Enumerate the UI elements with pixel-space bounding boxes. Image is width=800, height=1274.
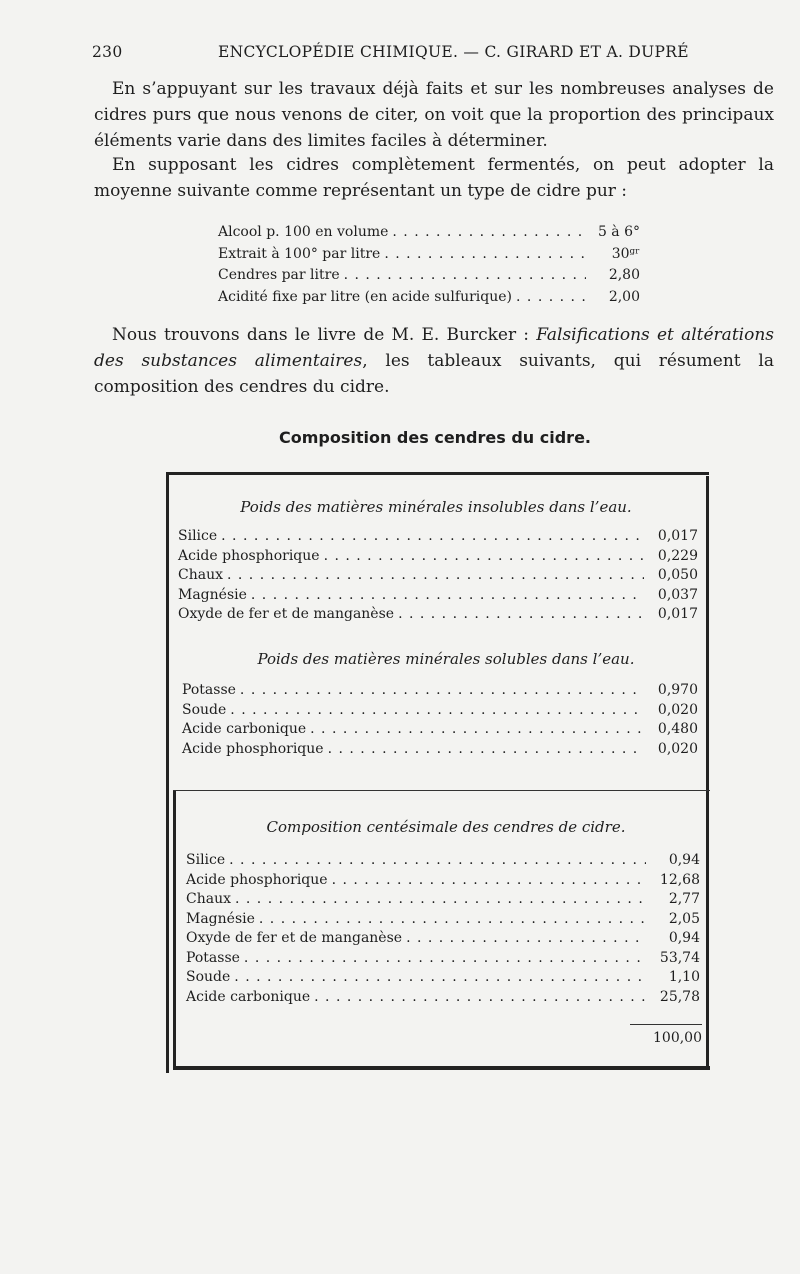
row-label: Potasse bbox=[186, 949, 240, 966]
row-label: Magnésie bbox=[178, 586, 247, 603]
row-label: Extrait à 100° par litre bbox=[218, 245, 381, 262]
row-label: Acide carbonique bbox=[182, 721, 307, 737]
leader-dots bbox=[234, 969, 646, 985]
sum-line bbox=[630, 1024, 702, 1025]
table-row bbox=[178, 587, 698, 607]
table-row bbox=[186, 911, 700, 931]
row-value: 2,00 bbox=[608, 288, 640, 305]
soluble-title: Poids des matières minérales solubles dans l’eau. bbox=[257, 650, 635, 668]
row-value: 0,050 bbox=[657, 567, 698, 583]
leader-dots bbox=[332, 872, 646, 888]
running-title: ENCYCLOPÉDIE CHIMIQUE. — C. GIRARD ET A. DUPRÉ bbox=[218, 43, 689, 61]
row-label: Cendres par litre bbox=[218, 267, 340, 283]
row-value: 0,020 bbox=[657, 740, 698, 757]
row-label: Chaux bbox=[178, 567, 223, 583]
row-label: Acide carbonique bbox=[186, 988, 311, 1005]
table-row bbox=[186, 989, 700, 1009]
row-value: 0,94 bbox=[668, 852, 700, 868]
paragraph-3-pre: Nous trouvons dans le livre de M. E. Burcker : bbox=[112, 325, 537, 345]
row-label: Potasse bbox=[182, 682, 236, 698]
leader-dots bbox=[344, 267, 586, 283]
row-value: 25,78 bbox=[659, 988, 700, 1005]
table-row bbox=[178, 528, 698, 548]
row-label: Acide phosphorique bbox=[186, 871, 328, 888]
leader-dots bbox=[221, 528, 644, 544]
table-row bbox=[186, 872, 700, 892]
table-row bbox=[186, 930, 700, 950]
row-value: 53,74 bbox=[659, 949, 700, 966]
row-label: Silice bbox=[186, 852, 226, 868]
leader-dots bbox=[328, 741, 644, 757]
row-label: Soude bbox=[186, 969, 231, 985]
leader-dots bbox=[406, 930, 646, 946]
table-row bbox=[218, 246, 640, 268]
table-row bbox=[182, 682, 698, 702]
insoluble-title: Poids des matières minérales insolubles dans l’eau. bbox=[240, 498, 632, 516]
row-value: 2,77 bbox=[668, 891, 700, 907]
centesimal-table bbox=[186, 852, 700, 1008]
table-row bbox=[182, 702, 698, 722]
leader-dots bbox=[310, 721, 644, 737]
section-title: Composition des cendres du cidre. bbox=[278, 428, 591, 447]
leader-dots bbox=[230, 702, 644, 718]
row-label: Soude bbox=[182, 701, 227, 718]
frame-divider bbox=[173, 790, 710, 791]
row-value: 0,229 bbox=[657, 547, 698, 564]
table-row bbox=[218, 267, 640, 289]
leader-dots bbox=[244, 950, 646, 966]
row-value: 2,80 bbox=[608, 267, 640, 283]
paragraph-1 bbox=[94, 76, 774, 154]
leader-dots bbox=[227, 567, 644, 583]
paragraph-3 bbox=[94, 322, 774, 400]
table-row bbox=[218, 224, 640, 246]
row-value: 0,037 bbox=[657, 586, 698, 603]
row-value: 5 à 6° bbox=[597, 224, 640, 240]
table-row bbox=[178, 567, 698, 587]
row-label: Oxyde de fer et de manganèse bbox=[178, 606, 395, 622]
frame-bottom-border bbox=[175, 1066, 710, 1070]
leader-dots bbox=[516, 289, 586, 305]
table-row bbox=[182, 721, 698, 741]
leader-dots bbox=[314, 989, 646, 1005]
row-value: 0,970 bbox=[657, 682, 698, 698]
row-label: Oxyde de fer et de manganèse bbox=[186, 930, 403, 946]
leader-dots bbox=[392, 224, 586, 240]
soluble-table bbox=[182, 682, 698, 760]
leader-dots bbox=[229, 852, 646, 868]
centesimal-total: 100,00 bbox=[653, 1030, 702, 1046]
row-label: Silice bbox=[178, 528, 218, 544]
row-value: 12,68 bbox=[659, 871, 700, 888]
row-label: Acide phosphorique bbox=[178, 547, 320, 564]
row-value: 0,480 bbox=[657, 721, 698, 737]
book-title: Falsifications et altérations des substances alimentaires bbox=[94, 325, 774, 371]
row-value: 0,020 bbox=[657, 701, 698, 718]
row-label: Alcool p. 100 en volume bbox=[218, 224, 389, 240]
row-value: 0,017 bbox=[657, 528, 698, 544]
centesimal-title: Composition centésimale des cendres de cidre. bbox=[266, 818, 626, 836]
paragraph-2 bbox=[94, 152, 774, 204]
table-row bbox=[178, 548, 698, 568]
table-row bbox=[186, 969, 700, 989]
leader-dots bbox=[235, 891, 646, 907]
row-value: 2,05 bbox=[668, 910, 700, 927]
leader-dots bbox=[240, 682, 644, 698]
row-label: Chaux bbox=[186, 891, 231, 907]
row-label: Acidité fixe par litre (en acide sulfurique) bbox=[218, 288, 513, 305]
row-value: 0,94 bbox=[668, 930, 700, 946]
paragraph-2-text: En supposant les cidres complètement fermentés, on peut adopter la moyenne suivante comme représentant un type de cidre pur : bbox=[94, 155, 774, 201]
row-label: Magnésie bbox=[186, 910, 255, 927]
table-row bbox=[186, 891, 700, 911]
row-value: 30ᵍʳ bbox=[611, 245, 640, 262]
table-row bbox=[218, 289, 640, 311]
frame-right-border bbox=[706, 476, 709, 1070]
leader-dots bbox=[259, 911, 646, 927]
leader-dots bbox=[398, 606, 644, 622]
paragraph-1-text: En s’appuyant sur les travaux déjà faits et sur les nombreuses analyses de cidres purs que nous venons de citer, on voit que la proportion des principaux éléments varie dans des limites faciles à déterminer. bbox=[94, 79, 774, 151]
table-row bbox=[182, 741, 698, 761]
row-value: 1,10 bbox=[668, 969, 700, 985]
paragraph-3-post: , les tableaux suivants, qui résument la composition des cendres du cidre. bbox=[94, 351, 774, 397]
leader-dots bbox=[251, 587, 644, 603]
insoluble-table bbox=[178, 528, 698, 626]
row-value: 0,017 bbox=[657, 606, 698, 622]
table-row bbox=[178, 606, 698, 626]
table-row bbox=[186, 852, 700, 872]
leader-dots bbox=[324, 548, 644, 564]
table-row bbox=[186, 950, 700, 970]
page-number: 230 bbox=[92, 43, 123, 61]
average-cider-table bbox=[218, 224, 640, 310]
row-label: Acide phosphorique bbox=[182, 740, 324, 757]
leader-dots bbox=[384, 246, 586, 262]
